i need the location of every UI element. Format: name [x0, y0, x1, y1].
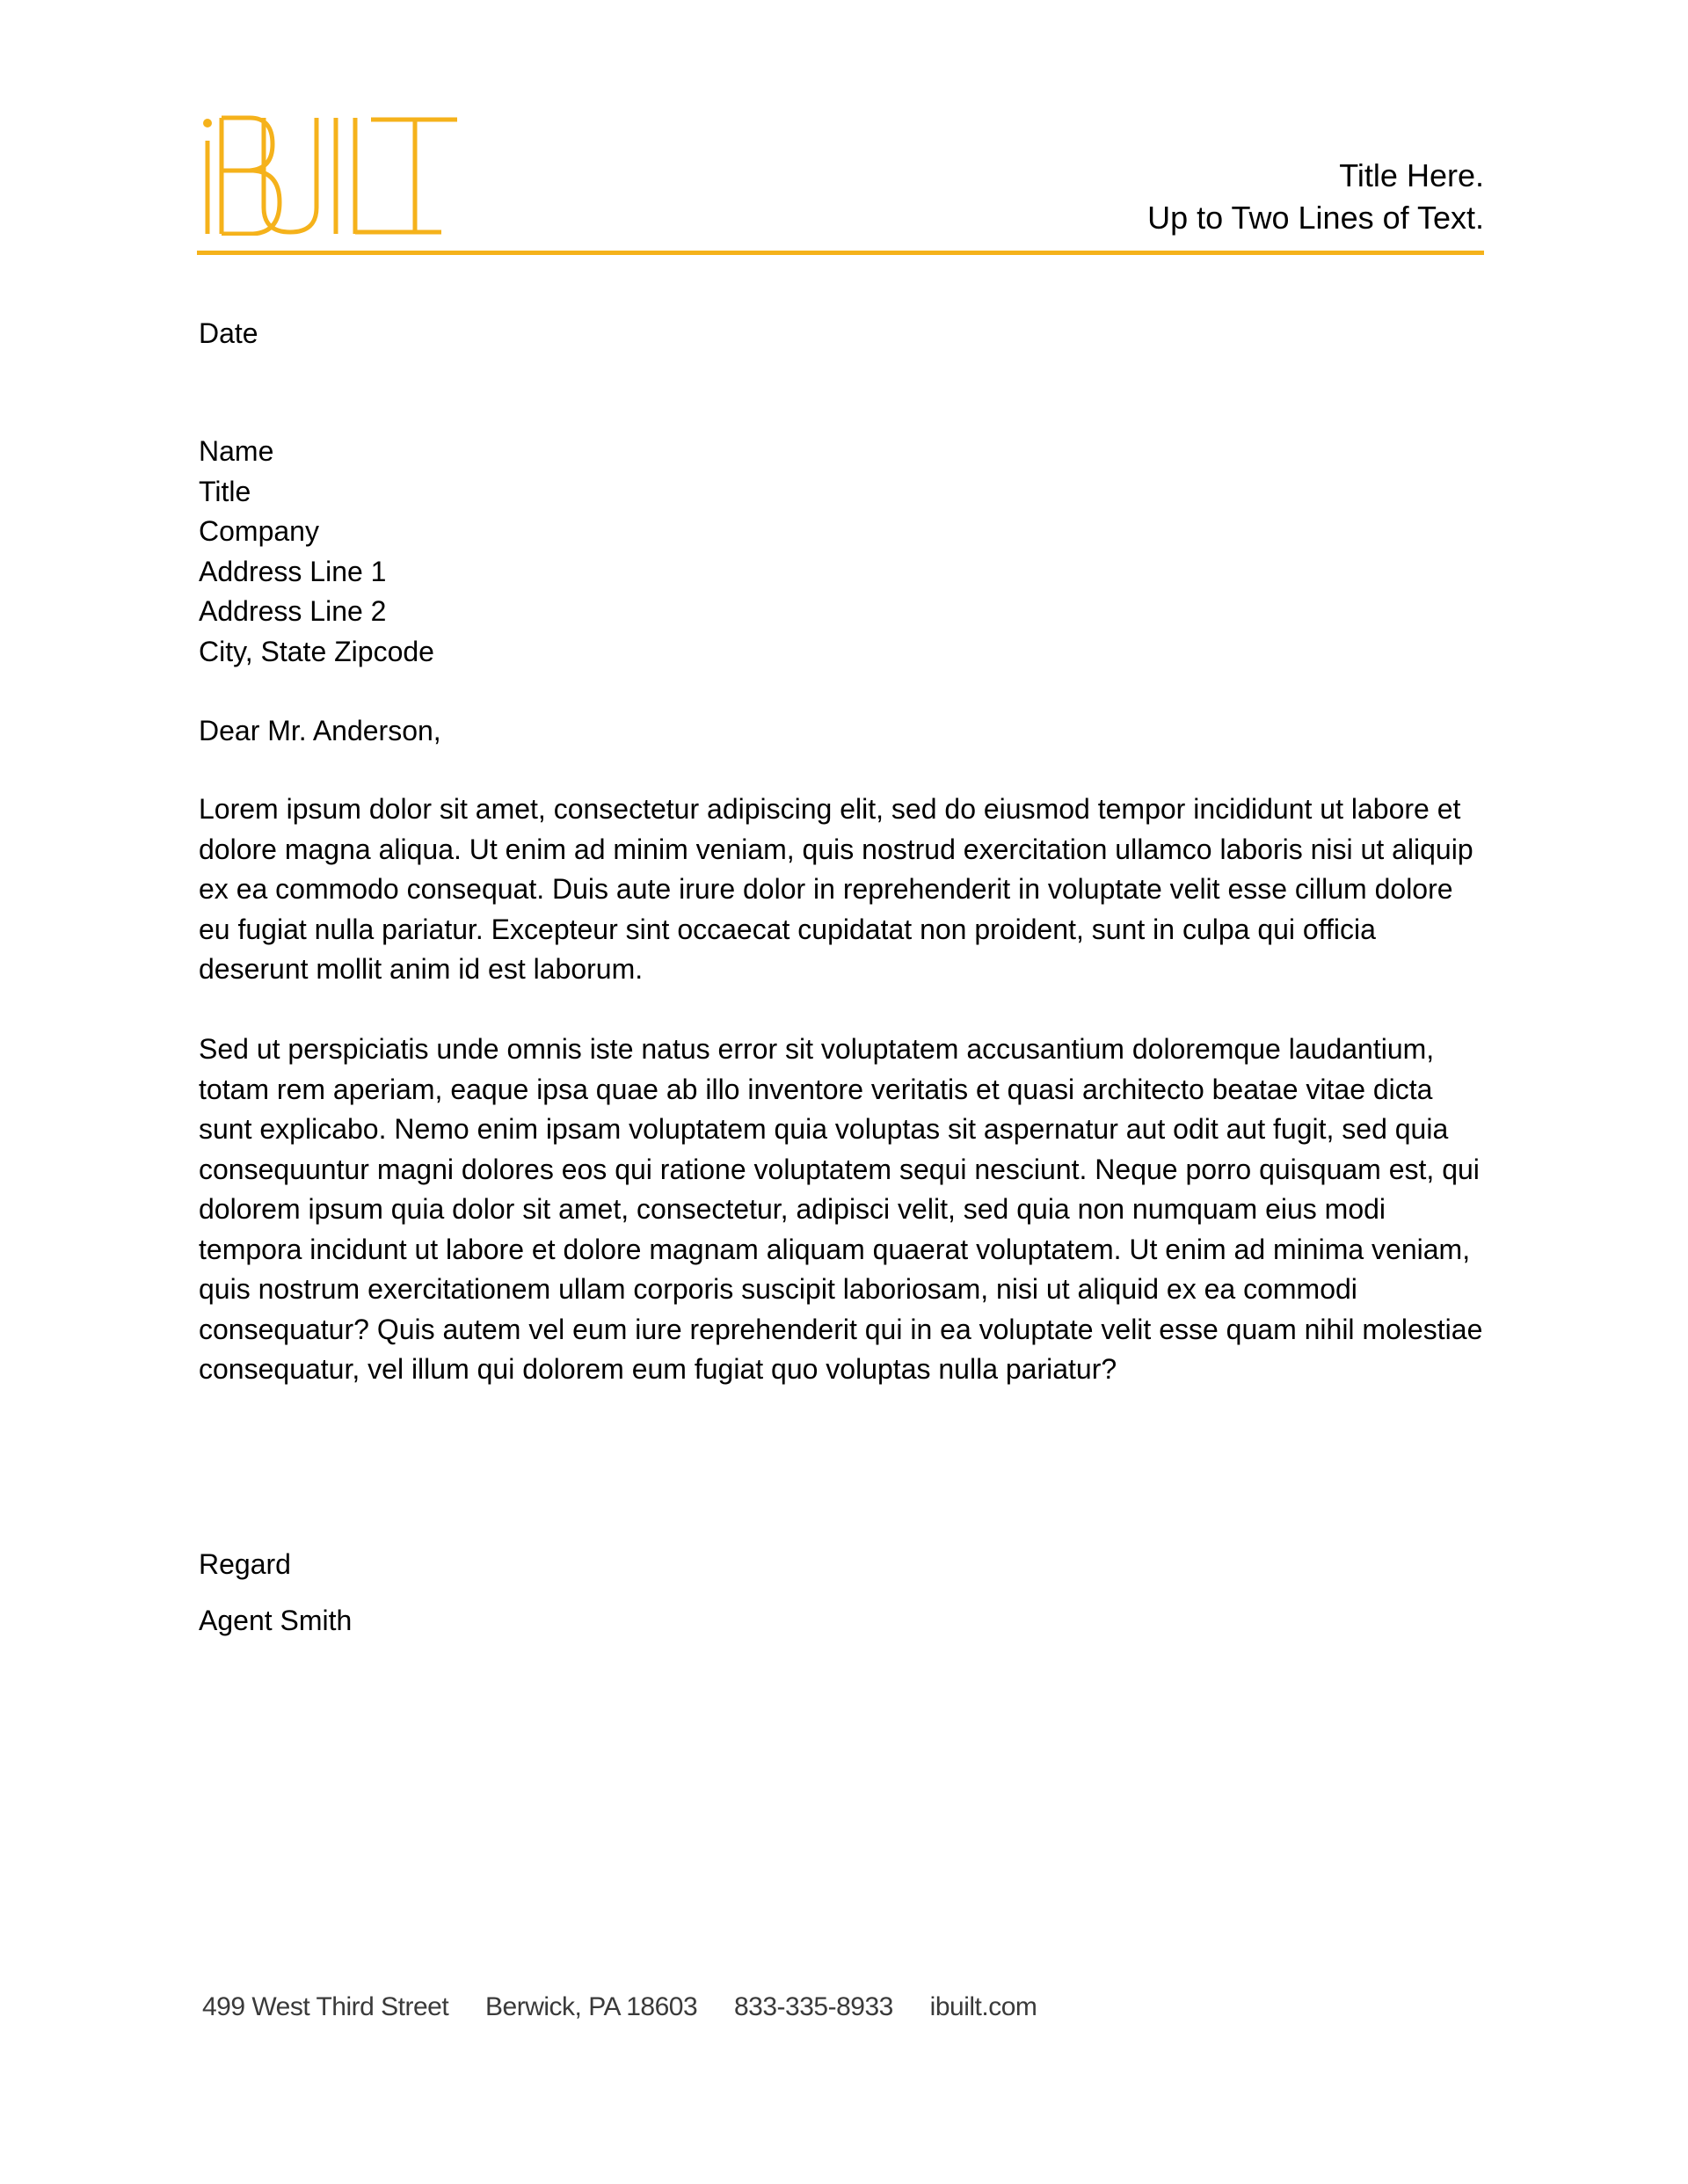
ibuilt-logo: [195, 114, 459, 236]
footer-city: Berwick, PA 18603: [485, 1992, 698, 2021]
footer-website: ibuilt.com: [929, 1992, 1037, 2021]
recipient-company: Company: [199, 515, 319, 547]
recipient-address-line1: Address Line 1: [199, 555, 387, 587]
closing: Regard: [199, 1548, 291, 1580]
header-title-line2: Up to Two Lines of Text.: [1147, 200, 1484, 236]
letter-date: Date: [199, 317, 258, 349]
header-title-line1: Title Here.: [1339, 157, 1484, 193]
recipient-city-state-zip: City, State Zipcode: [199, 635, 434, 667]
recipient-title: Title: [199, 475, 251, 507]
header-divider: [197, 251, 1484, 255]
recipient-name: Name: [199, 435, 274, 467]
recipient-address-line2: Address Line 2: [199, 595, 387, 627]
footer-street: 499 West Third Street: [202, 1992, 449, 2021]
footer-contact: [202, 1989, 1037, 2026]
header-title: [1147, 155, 1484, 239]
salutation: Dear Mr. Anderson,: [199, 715, 441, 746]
footer-phone: 833-335-8933: [733, 1992, 893, 2021]
body-paragraph: Lorem ipsum dolor sit amet, consectetur adipiscing elit, sed do eiusmod tempor incididunt ut labore et dolore magna aliqua. Ut enim ad minim veniam, quis nostrud exercitation ullamco laboris nisi ut aliquip ex ea commodo consequat. Duis aute irure dolor in reprehenderit in voluptate velit esse cillum dolore eu fugiat nulla pariatur. Excepteur sint occaecat cupidatat non proident, sunt in culpa qui officia deserunt mollit anim id est laborum.: [199, 793, 1473, 985]
body-paragraph: Sed ut perspiciatis unde omnis iste natus error sit voluptatem accusantium doloremque laudantium, totam rem aperiam, eaque ipsa quae ab illo inventore veritatis et quasi architecto beatae vitae dicta sunt explicabo. Nemo enim ipsam voluptatem quia voluptas sit aspernatur aut odit aut fugit, sed quia consequuntur magni dolores eos qui ratione voluptatem sequi nesciunt. Neque porro quisquam est, qui dolorem ipsum quia dolor sit amet, consectetur, adipisci velit, sed quia non numquam eius modi tempora incidunt ut labore et dolore magnam aliquam quaerat voluptatem. Ut enim ad minima veniam, quis nostrum exercitationem ullam corporis suscipit laboriosam, nisi ut aliquid ex ea commodi consequatur? Quis autem vel eum iure reprehenderit qui in ea voluptate velit esse quam nihil molestiae consequatur, vel illum qui dolorem eum fugiat quo voluptas nulla pariatur?: [199, 1033, 1483, 1385]
signer-name: Agent Smith: [199, 1605, 353, 1636]
recipient-block: [199, 432, 434, 672]
